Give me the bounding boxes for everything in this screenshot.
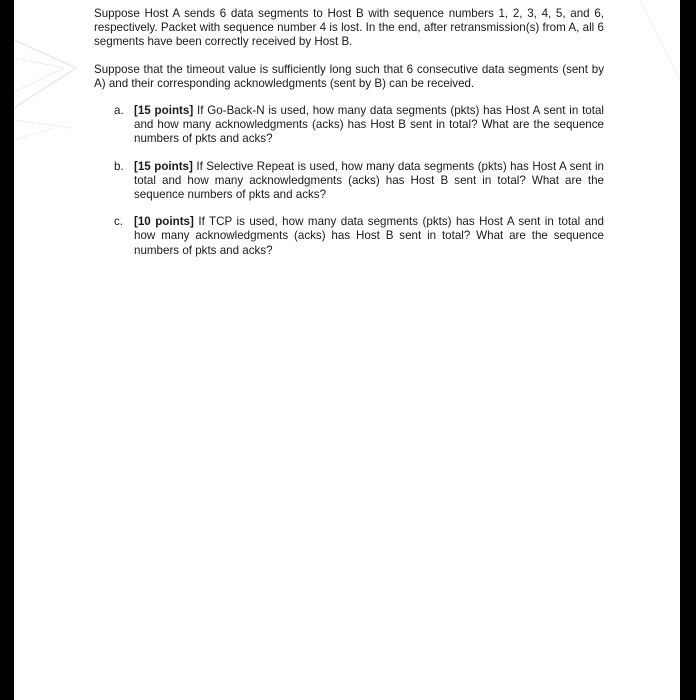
question-list [94,104,604,258]
document-content [94,7,604,271]
question-text: If TCP is used, how many data segments (pkts) has Host A sent in total and how many acknowledgments (acks) has Host B sent in total? What are the sequence numbers of pkts and acks? [134,215,604,257]
question-points: [15 points] [134,104,194,118]
question-c [114,215,604,258]
decorative-lines [14,0,104,200]
question-marker: b. [114,159,124,173]
question-a [114,104,604,147]
question-points: [10 points] [134,215,194,229]
question-marker: c. [114,215,124,229]
question-marker: a. [114,104,124,118]
question-text: If Go-Back-N is used, how many data segments (pkts) has Host A sent in total and how many acknowledgments (acks) has Host B sent in total? What are the sequence numbers of pkts and acks? [134,104,604,146]
question-text: If Selective Repeat is used, how many data segments (pkts) has Host A sent in total and how many acknowledgments (acks) has Host B sent in total? What are the sequence numbers of pkts and acks? [134,159,604,202]
document-page [14,0,680,700]
intro-paragraph: Suppose Host A sends 6 data segments to Host B with sequence numbers 1, 2, 3, 4, 5, and 6, respectively. Packet with sequence number 4 is lost. In the end, after retransmission(s) from A, all 6 segments have been correctly received by Host B. [94,7,604,49]
question-b [114,159,604,203]
question-points: [15 points] [134,159,193,173]
decorative-lines-right [640,0,680,120]
assumption-paragraph: Suppose that the timeout value is sufficiently long such that 6 consecutive data segments (sent by A) and their corresponding acknowledgments (sent by B) can be received. [94,62,604,90]
